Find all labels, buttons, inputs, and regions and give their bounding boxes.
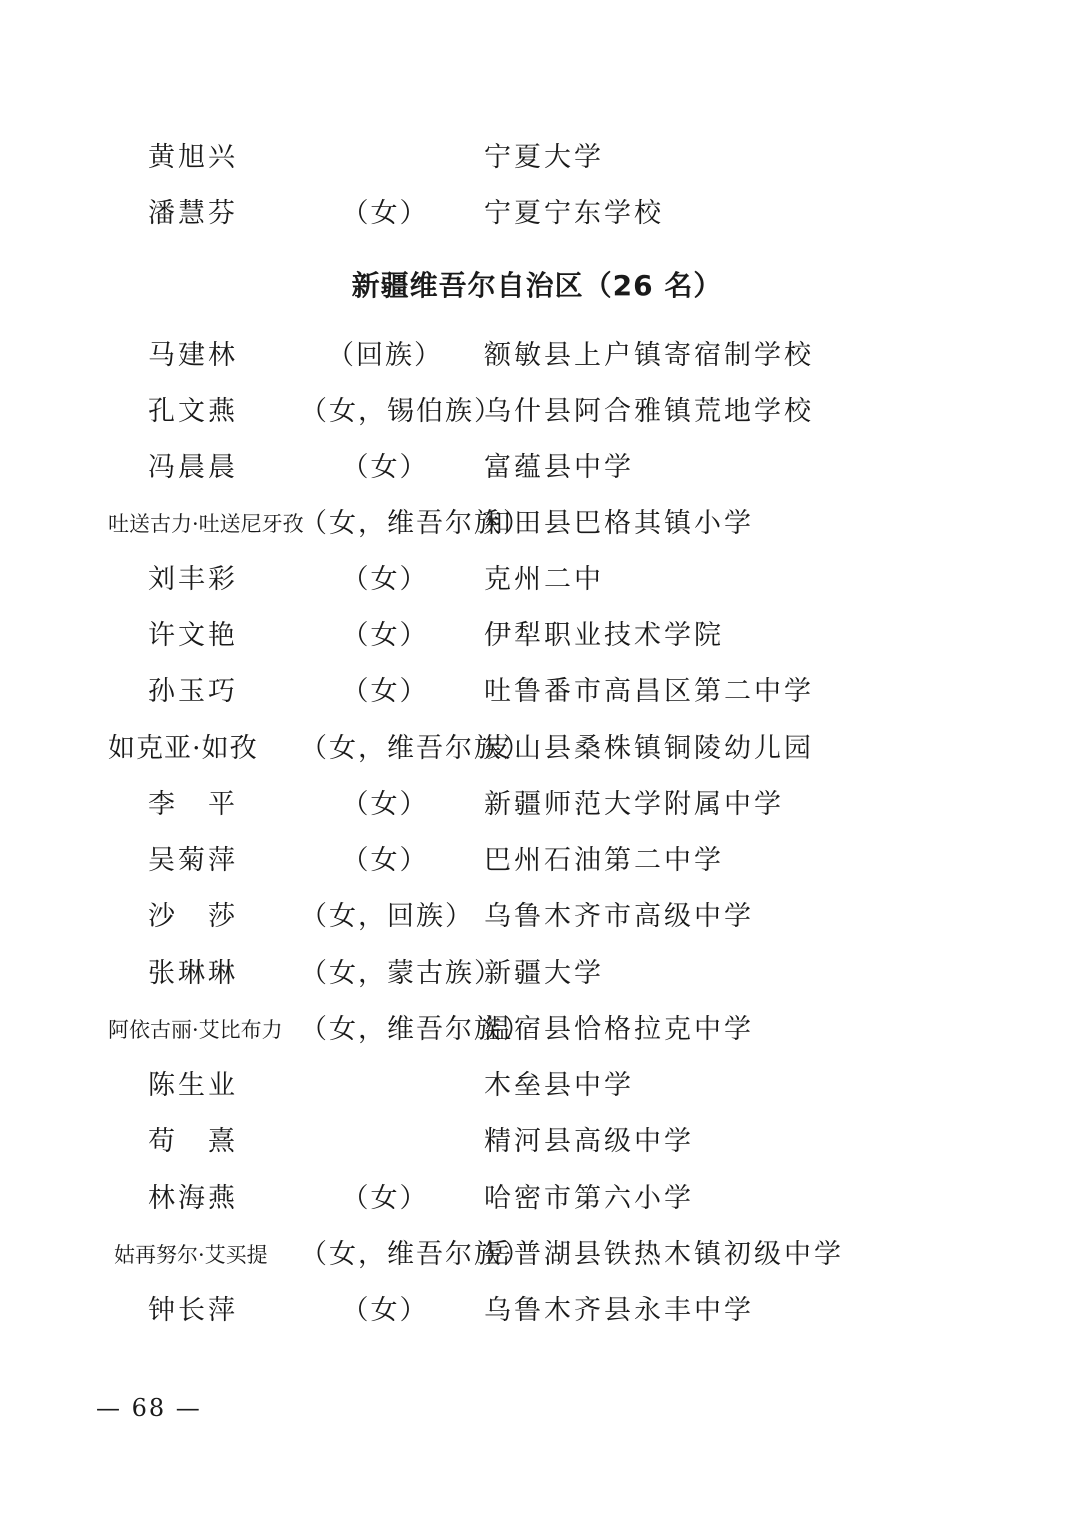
person-organization: 宁夏大学: [484, 142, 604, 173]
person-note: （女，维吾尔族）: [300, 508, 532, 539]
person-name: 吴菊萍: [148, 845, 238, 876]
person-organization: 和田县巴格其镇小学: [484, 508, 754, 539]
person-name: 李 平: [148, 789, 238, 820]
person-note: （女，回族）: [300, 901, 474, 932]
person-name: 冯晨晨: [148, 452, 238, 483]
person-organization: 岳普湖县铁热木镇初级中学: [484, 1239, 844, 1270]
list-item: [0, 952, 1074, 996]
list-item: [0, 558, 1074, 602]
person-note: （女）: [341, 676, 429, 707]
person-name: 林海燕: [148, 1183, 238, 1214]
person-name: 阿依古丽·艾比布力: [108, 1018, 283, 1042]
list-item: [0, 1008, 1074, 1052]
person-organization: 宁夏宁东学校: [484, 198, 664, 229]
list-item: [0, 670, 1074, 714]
person-organization: 乌鲁木齐县永丰中学: [484, 1295, 754, 1326]
person-name: 许文艳: [148, 620, 238, 651]
section-title: 新疆维吾尔自治区（26 名）: [351, 269, 723, 302]
list-item: [0, 614, 1074, 658]
list-item: [0, 192, 1074, 236]
person-name: 陈生业: [148, 1070, 238, 1101]
person-name: 马建林: [148, 340, 238, 371]
person-organization: 富蕴县中学: [484, 452, 634, 483]
person-name: 潘慧芬: [148, 198, 238, 229]
list-item: [0, 895, 1074, 939]
person-note: （回族）: [327, 340, 443, 371]
person-organization: 吐鲁番市高昌区第二中学: [484, 676, 814, 707]
list-item: [0, 1289, 1074, 1333]
list-item: [0, 727, 1074, 771]
person-name: 孔文燕: [148, 396, 238, 427]
person-name: 沙 莎: [148, 901, 238, 932]
person-name: 钟长萍: [148, 1295, 238, 1326]
person-name: 苟 熹: [148, 1126, 238, 1157]
list-item: [0, 1120, 1074, 1164]
list-item: [0, 1064, 1074, 1108]
person-note: （女）: [341, 198, 429, 229]
person-note: （女，蒙古族）: [300, 958, 503, 989]
person-note: （女）: [341, 620, 429, 651]
person-organization: 乌鲁木齐市高级中学: [484, 901, 754, 932]
person-organization: 哈密市第六小学: [484, 1183, 694, 1214]
person-note: （女）: [341, 1183, 429, 1214]
person-name: 刘丰彩: [148, 564, 238, 595]
person-organization: 伊犁职业技术学院: [484, 620, 724, 651]
person-organization: 皮山县桑株镇铜陵幼儿园: [484, 733, 814, 764]
page-number: — 68 —: [96, 1394, 202, 1422]
person-note: （女，锡伯族）: [300, 396, 503, 427]
person-organization: 乌什县阿合雅镇荒地学校: [484, 396, 814, 427]
person-name: 如克亚·如孜: [108, 733, 258, 764]
person-note: （女）: [341, 564, 429, 595]
person-name: 孙玉巧: [148, 676, 238, 707]
list-item: [0, 1233, 1074, 1277]
list-item: [0, 1177, 1074, 1221]
person-note: （女，维吾尔族）: [300, 1014, 532, 1045]
person-note: （女，维吾尔族）: [300, 733, 532, 764]
person-note: （女）: [341, 452, 429, 483]
person-organization: 温宿县恰格拉克中学: [484, 1014, 754, 1045]
person-name: 张琳琳: [148, 958, 238, 989]
list-item: [0, 390, 1074, 434]
person-organization: 额敏县上户镇寄宿制学校: [484, 340, 814, 371]
person-name: 姑再努尔·艾买提: [114, 1243, 268, 1267]
person-organization: 巴州石油第二中学: [484, 845, 724, 876]
person-note: （女）: [341, 845, 429, 876]
list-item: [0, 783, 1074, 827]
person-note: （女，维吾尔族）: [300, 1239, 532, 1270]
list-item: [0, 136, 1074, 180]
list-item: [0, 334, 1074, 378]
person-organization: 克州二中: [484, 564, 604, 595]
person-organization: 新疆师范大学附属中学: [484, 789, 784, 820]
person-note: （女）: [341, 1295, 429, 1326]
person-name: 吐送古力·吐送尼牙孜: [108, 512, 304, 536]
list-item: [0, 839, 1074, 883]
person-organization: 精河县高级中学: [484, 1126, 694, 1157]
list-item: [0, 502, 1074, 546]
person-name: 黄旭兴: [148, 142, 238, 173]
person-note: （女）: [341, 789, 429, 820]
person-organization: 新疆大学: [484, 958, 604, 989]
person-organization: 木垒县中学: [484, 1070, 634, 1101]
list-item: [0, 446, 1074, 490]
